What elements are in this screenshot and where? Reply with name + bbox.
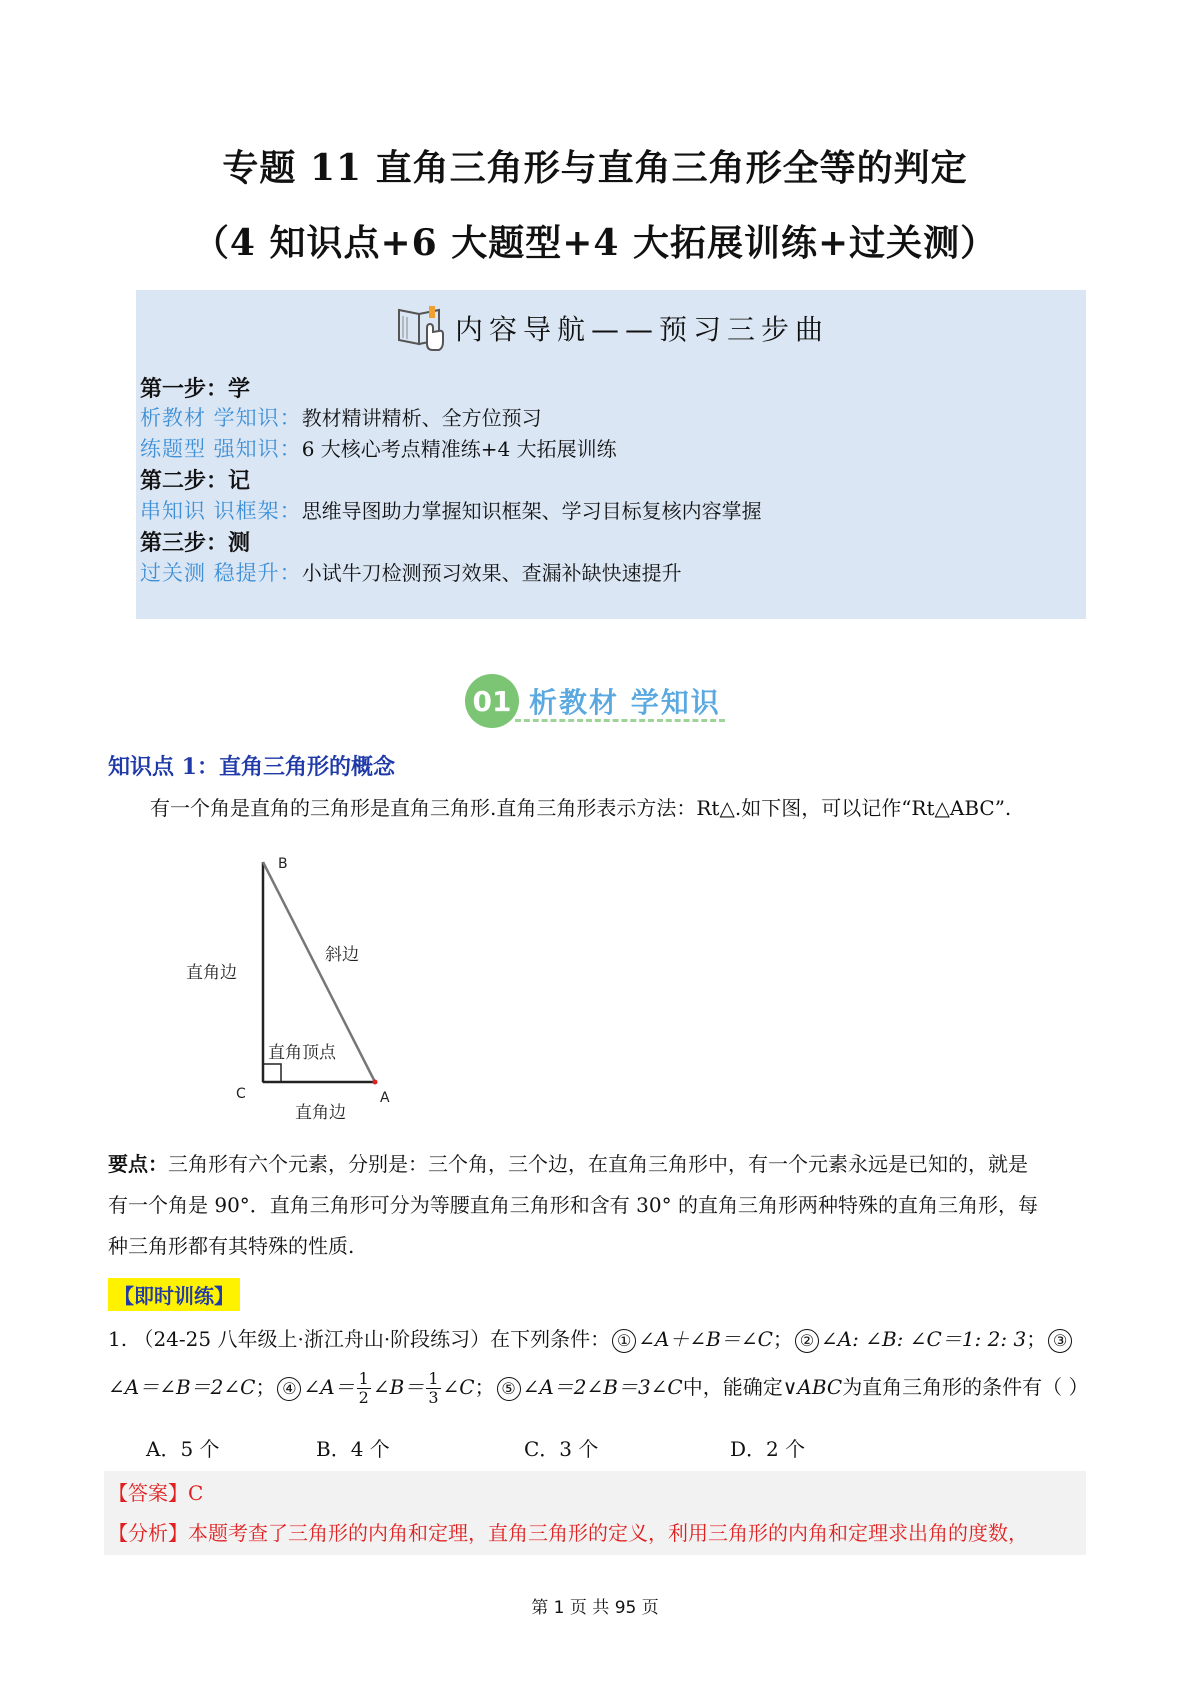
condition-4-part-c: ∠C <box>442 1375 475 1399</box>
nav-item-text: 教材精讲精析、全方位预习 <box>301 406 542 430</box>
condition-number: ④ <box>277 1377 301 1401</box>
nav-heading <box>136 300 1086 356</box>
section-title: 析教材 学知识 <box>529 686 721 719</box>
vertex-a-dot <box>373 1080 378 1085</box>
right-triangle-figure <box>170 850 420 1130</box>
condition-4-part-b: ∠B＝ <box>372 1375 425 1399</box>
key-point-text: 三角形有六个元素，分别是：三个角，三个边，在直角三角形中，有一个元素永远是已知的，就是 <box>168 1152 1028 1176</box>
intro-paragraph: 有一个角是直角的三角形是直角三角形.直角三角形表示方法：Rt△.如下图，可以记作“Rt△ABC”. <box>150 796 1012 820</box>
separator: ； <box>772 1327 793 1351</box>
question-tail: 中，能确定 <box>682 1375 783 1399</box>
triangle-name: ∨ABC <box>782 1375 843 1399</box>
condition-number: ① <box>612 1329 636 1353</box>
question-number: 1. <box>108 1327 128 1351</box>
analysis-line <box>108 1517 1028 1546</box>
condition-5: ∠A＝2∠B＝3∠C <box>522 1375 683 1399</box>
vertex-a-label: A <box>380 1090 390 1106</box>
question-source: （24-25 八年级上·浙江舟山·阶段练习）在下列条件： <box>133 1327 611 1351</box>
question-line-2 <box>108 1370 1089 1407</box>
option-a: A．5 个 <box>146 1437 220 1461</box>
condition-2: ∠A: ∠B: ∠C＝1: 2: 3 <box>820 1327 1027 1351</box>
section-number: 01 <box>465 674 519 728</box>
condition-4-part-a: ∠A＝ <box>303 1375 355 1399</box>
vertex-b-label: B <box>278 856 288 872</box>
condition-number: ② <box>795 1329 819 1353</box>
nav-item <box>140 433 617 463</box>
knowledge-point-heading: 知识点 1：直角三角形的概念 <box>108 754 395 780</box>
nav-item-text: 6 大核心考点精准练+4 大拓展训练 <box>301 437 617 461</box>
question-tail-2: 为直角三角形的条件有（ ） <box>842 1375 1089 1399</box>
nav-item-text: 小试牛刀检测预习效果、查漏补缺快速提升 <box>301 561 682 585</box>
answer-value: C <box>188 1481 204 1505</box>
separator: ； <box>255 1375 276 1399</box>
right-angle-mark <box>263 1064 281 1082</box>
page-footer: 第 1 页 共 95 页 <box>531 1598 659 1618</box>
step-2-heading: 第二步：记 <box>140 468 251 494</box>
option-c: C．3 个 <box>524 1437 599 1461</box>
option-d: D．2 个 <box>730 1437 806 1461</box>
key-point-line: 有一个角是 90°．直角三角形可分为等腰直角三角形和含有 30° 的直角三角形两种特殊的直角三角形，每 <box>108 1193 1038 1217</box>
page-subtitle: （4 知识点+6 大题型+4 大拓展训练+过关测） <box>192 222 998 264</box>
nav-item-tag: 串知识 识框架： <box>140 499 302 523</box>
condition-1: ∠A＋∠B＝∠C <box>638 1327 773 1351</box>
key-point-line <box>108 1148 1028 1177</box>
separator: ； <box>1026 1327 1047 1351</box>
nav-item <box>140 495 762 525</box>
page-title: 专题 11 直角三角形与直角三角形全等的判定 <box>222 147 968 189</box>
section-underline <box>515 719 725 722</box>
nav-item-tag: 练题型 强知识： <box>140 437 302 461</box>
vertex-c-label: C <box>236 1086 246 1102</box>
nav-item-tag: 析教材 学知识： <box>140 406 302 430</box>
nav-item <box>140 557 682 587</box>
condition-number: ③ <box>1048 1329 1072 1353</box>
book-pointer-icon <box>393 300 449 356</box>
nav-item-tag: 过关测 稳提升： <box>140 561 302 585</box>
content-navigation-box <box>136 290 1086 619</box>
fraction-third: $\frac{1}{3}$ <box>428 1369 439 1407</box>
hypotenuse-label: 斜边 <box>325 945 359 965</box>
analysis-label: 【分析】 <box>108 1521 188 1545</box>
nav-item-text: 思维导图助力掌握知识框架、学习目标复核内容掌握 <box>301 499 762 523</box>
answer-line <box>108 1477 203 1506</box>
separator: ； <box>474 1375 495 1399</box>
condition-3: ∠A＝∠B＝2∠C <box>108 1375 256 1399</box>
practice-badge: 【即时训练】 <box>108 1278 240 1311</box>
answer-box <box>104 1471 1086 1555</box>
leg-vertical-label: 直角边 <box>186 963 237 983</box>
analysis-text: 本题考查了三角形的内角和定理，直角三角形的定义，利用三角形的内角和定理求出角的度数， <box>188 1521 1028 1545</box>
question-line-1 <box>108 1323 1074 1353</box>
nav-item <box>140 402 542 432</box>
step-1-heading: 第一步：学 <box>140 376 251 402</box>
condition-number: ⑤ <box>497 1377 521 1401</box>
fraction-half: $\frac{1}{2}$ <box>358 1369 369 1407</box>
key-point-line: 种三角形都有其特殊的性质. <box>108 1234 355 1258</box>
leg-horizontal-label: 直角边 <box>295 1103 346 1123</box>
right-vertex-label: 直角顶点 <box>268 1043 336 1063</box>
option-b: B．4 个 <box>316 1437 390 1461</box>
nav-heading-text: 内容导航——预习三步曲 <box>454 313 829 346</box>
step-3-heading: 第三步：测 <box>140 530 251 556</box>
key-point-label: 要点： <box>108 1152 168 1176</box>
answer-label: 【答案】 <box>108 1481 188 1505</box>
